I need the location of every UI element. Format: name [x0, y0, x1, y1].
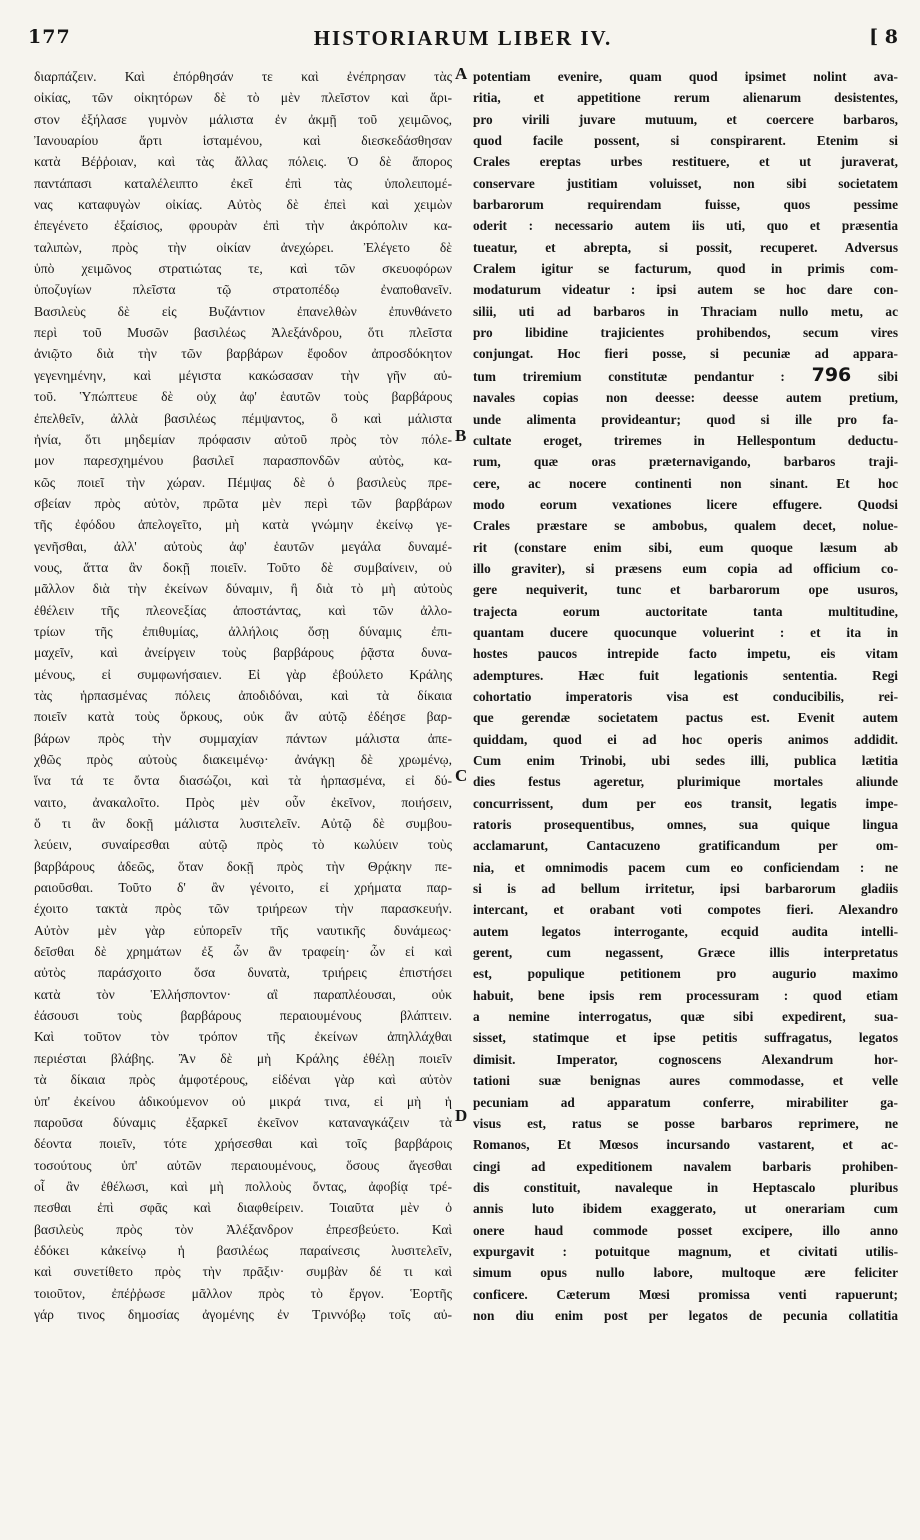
text-line: κῶς ποιεῖ τὴν χώραν. Πέμψας δὲ ὁ βασιλεὺς πρε- — [34, 474, 452, 490]
text-line: αὐτὸς παράσχοιτο ὅσα δυνατὰ, τριήρεις ἐπιστήσει — [34, 965, 452, 981]
text-line: gerent, cum negassent, Græce illis interpretatus — [473, 945, 898, 961]
text-line: modaturum videatur : ipsi autem se hoc dare con- — [473, 282, 898, 298]
text-line: διαρπάζειν. Καὶ ἐπόρθησάν τε καὶ ἐνέπρησαν τὰς — [34, 69, 452, 84]
text-line: τοῦ. Ὑπώπτευε δὲ οὐχ ἀφ' ἑαυτῶν τοὺς βαρβάρους — [34, 389, 452, 405]
text-line: Αὐτὸν μὲν γὰρ εὐπορεῖν τῆς ναυτικῆς δυνάμεως· — [34, 922, 452, 938]
text-line: barbarorum requirendam fuisse, quos pessime — [473, 197, 898, 213]
text-line: habuit, bene ipsis rem processuram : quod etiam — [473, 987, 898, 1003]
text-line: κατὰ τὸν Ἑλλήσποντον· αἳ παραπλέουσαι, οὐκ — [34, 986, 452, 1002]
running-title: HISTORIARUM LIBER IV. — [313, 26, 613, 50]
text-line: est, populique petitionem pro augurio maximo — [473, 966, 898, 982]
text-line: νους, ἅττα ἂν δοκῇ ποιεῖν. Τοῦτο δὲ συμβαίνειν, οὐ — [34, 559, 452, 575]
text-line: πεσθαι ἐπὶ σφᾶς καὶ διαφθείρειν. Τοιαῦτα μὲν ὁ — [34, 1200, 452, 1216]
text-line: conficere. Cæterum Mœsi promissa venti rapuerunt; — [473, 1286, 898, 1302]
text-line: ratoris prosequentibus, omnes, sua quique lingua — [473, 817, 898, 833]
text-line: Cum enim Trinobi, ubi sedes illi, publica lætitia — [473, 753, 898, 768]
latin-text-column — [473, 66, 898, 1326]
text-line: μᾶλλον διὰ τὴν ἐκείνων δύναμιν, ἢ διὰ τὸ μὴ αὐτοὺς — [34, 581, 452, 597]
text-line: non diu enim post per legatos de pecunia collatitia — [473, 1307, 898, 1323]
text-line: τὰ δίκαια πρὸς ἀμφοτέρους, εἰδέναι γὰρ καὶ αὐτὸν — [34, 1072, 452, 1088]
text-line: hostes paucos intrepide facto impetu, eis vitam — [473, 646, 898, 662]
text-line: Romanos, Et Mœsos incursando vastarent, et ac- — [473, 1137, 898, 1153]
text-line: visus est, ratus se posse barbaros reprimere, ne — [473, 1115, 898, 1131]
text-line: γενῆσθαι, ἀλλ' αὐτοὺς ἀφ' ἑαυτῶν μεγάλα δυναμέ- — [34, 538, 452, 554]
text-line: ὑποζυγίων πλεῖστα τῷ στρατοπέδῳ ἐναποθανεῖν. — [34, 282, 452, 298]
text-line: onere haud commode posset excipere, illo anno — [473, 1222, 898, 1238]
text-line: τὰς ἡρπασμένας πόλεις ἀποδιδόναι, καὶ τὰ δίκαια — [34, 687, 452, 703]
text-line: acclamarunt, Cantacuzeno gratificandum per om- — [473, 838, 898, 854]
text-line: μον παρεσχημένου βασιλεῖ παρασπονδῶν αὐτὸς, κα- — [34, 453, 452, 469]
text-line: ἐάσουσι τοὺς βαρβάρους περαιουμένους βλάπτειν. — [34, 1008, 452, 1024]
text-line: a nemine interrogatus, quæ sibi expedirent, sua- — [473, 1009, 898, 1025]
text-line: Crales præstare se ambobus, qualem decet, noluе- — [473, 518, 898, 534]
text-line: βαρβάρους ἀδεῶς, ὅταν δοκῇ πρὸς τὴν Θρᾴκην πε- — [34, 858, 452, 874]
text-line: ραιοῦσθαι. Τοῦτο δ' ἂν γένοιτο, εἰ χρήματα παρ- — [34, 880, 452, 896]
text-line: ἀνιῷτο διὰ τὴν τῶν βαρβάρων ἔφοδον ἀπροσδόκητον — [34, 346, 452, 362]
text-line: ἐπεγένετο ἐξαίσιος, φρουρὰν ἐπὶ τὴν ἀκρόπολιν κα- — [34, 218, 452, 234]
text-line: dimisit. Imperator, cognoscens Alexandrum hor- — [473, 1051, 898, 1067]
text-line: ἵνα τά τε ὄντα διασώζοι, καὶ τὰ ἡρπασμένα, εἰ δύ- — [34, 773, 452, 789]
margin-letter-c: C — [455, 766, 468, 785]
text-line: silii, uti ad barbaros in Thraciam nullo metu, ac — [473, 303, 898, 319]
text-line: ἐδόκει κἀκείνῳ ἡ βασιλέως παραίνεσις λυσιτελεῖν, — [34, 1242, 452, 1258]
text-line: ναιτο, ἀνακαλοῖτο. Πρὸς μὲν οὖν ἐκεῖνον, ποιήσειν, — [34, 794, 452, 810]
text-line: ἐθέλειν τῆς πλεονεξίας ἀποστάντας, καὶ τῶν ἀλλο- — [34, 602, 452, 618]
text-line: conservare justitiam voluisset, non sibi societatem — [473, 175, 898, 191]
text-line: si is ad bellum irritetur, ipsi barbarorum gladiis — [473, 881, 898, 897]
text-line: δεῖσθαι δὲ χρημάτων ἐξ ὧν ἂν τραφείη· ὧν εἰ καὶ — [34, 944, 452, 960]
text-line: sisset, statimque et ipse petitis suffragatus, legatos — [473, 1030, 898, 1046]
text-line: gere nequiverit, tunc et barbarorum ope usuros, — [473, 582, 898, 598]
text-line: tueatur, et abrepta, si possit, recuperet. Adversus — [473, 239, 898, 255]
text-line: unde alimenta provideantur; quod si ille pro fa- — [473, 411, 898, 427]
text-line: καὶ συνετίθετο πρὸς τὴν πρᾶξιν· συμβὰν δέ τι καὶ — [34, 1264, 452, 1280]
text-line: τοσούτους ὑπ' αὐτῶν περαιουμένους, ὅσους ἄγεσθαι — [34, 1157, 452, 1173]
text-line: ritia, et appetitione rerum alienarum desistentes, — [473, 90, 898, 106]
text-line: στον ἐξήλασε γυμνὸν μάλιστα ἐν ἀκμῇ τοῦ χειμῶνος, — [34, 111, 452, 127]
text-line: περιέσται βλάβης. Ἂν δὲ μὴ Κράλης ἐθέλῃ ποιεῖν — [34, 1050, 452, 1066]
greek-text-column — [34, 66, 452, 1325]
text-line: Crales ereptas urbes restituere, et ut juraverat, — [473, 154, 898, 170]
text-line: Βασιλεὺς δὲ εἰς Βυζάντιον ἐπανελθὼν ἐπυνθάνετο — [34, 303, 452, 319]
text-line: cingi ad expeditionem navalem barbaris prohiben- — [473, 1158, 898, 1174]
signature-mark: [ 8 — [869, 26, 898, 48]
text-line: pro libidine trajicientes prohibendos, secum vires — [473, 325, 898, 341]
text-line: tationi suæ benignas aures commodasse, et velle — [473, 1073, 898, 1089]
text-line: rum, quæ oras præternavigando, barbaros traji- — [473, 454, 898, 470]
margin-letter-a: A — [455, 64, 468, 83]
text-line: concurrissent, dum per eos transit, legatis impe- — [473, 795, 898, 811]
text-line: tum triremium constitutæ pendantur : 796 sibi — [473, 364, 898, 386]
text-line: pecuniam ad apparatum conferre, mirabiliter ga- — [473, 1094, 898, 1110]
text-line: χθῶς πρὸς αὐτοὺς διακειμένῳ· ἀνάγκῃ δὲ χρωμένῳ, — [34, 752, 452, 767]
text-line: annis luto ibidem exaggerato, ut onerariam cum — [473, 1201, 898, 1217]
text-line: βασιλεὺς πρὸς τὸν Ἀλέξανδρον ἐπρεσβεύετο. Καὶ — [34, 1221, 452, 1237]
text-line: nia, et omnimodis pacem cum eo conficiendam : ne — [473, 859, 898, 875]
text-line: ὅ τι ἂν δοκῇ μάλιστα λυσιτελεῖν. Αὐτῷ δὲ συμβου- — [34, 816, 452, 832]
text-line: τρίων τῆς ἐπιθυμίας, ἀλλήλοις ὅσῃ δύναμις ἐπι- — [34, 623, 452, 639]
text-line: ὑπ' ἐκείνου ἀδικούμενον οὐ μικρά τινα, εἰ μὴ ἡ — [34, 1093, 452, 1109]
text-line: ἠνία, ὅτι μηδεμίαν πρόφασιν αὐτοῦ πρὸς τὸν πόλε- — [34, 431, 452, 447]
text-line: potentiam evenire, quam quod ipsimet nolint ava- — [473, 69, 898, 84]
text-line: illo graviter), si præsens eum copia ad officium co- — [473, 560, 898, 576]
text-line: navales copias non deesse: deesse autem pretium, — [473, 390, 898, 406]
text-line: σβείαν πρὸς αὐτὸν, πρῶτα μὲν περὶ τῶν βαρβάρων — [34, 495, 452, 511]
text-line: δέοντα ποιεῖν, τότε χρήσεσθαι καὶ τοῖς βαρβάροις — [34, 1136, 452, 1152]
margin-letter-b: B — [455, 426, 467, 445]
text-line: οἰκίας, τῶν οἰκητόρων δὲ τὸ μὲν πλεῖστον καὶ ἄρι- — [34, 90, 452, 106]
text-line: quod facile possent, si conspirarent. Etenim si — [473, 133, 898, 149]
text-line: trajecta eorum auctoritate tanta multitudine, — [473, 603, 898, 619]
text-line: μαχεῖν, καὶ ἀνείργειν τοὺς βαρβάρους ῥᾷστα δυνα- — [34, 645, 452, 661]
text-line: quantam ducere quocunque voluerint : et ita in — [473, 624, 898, 640]
text-line: dis constituit, navaleque in Heptascalo pluribus — [473, 1179, 898, 1195]
text-line: γάρ τινος δημοσίας ἀγομένης ἐν Τριννόβῳ τοῖς αὐ- — [34, 1306, 452, 1322]
text-line: τοιοῦτον, ἐπέῤῥωσε μᾶλλον πρὸς τὸ ἔργον. Ἑορτῆς — [34, 1285, 452, 1301]
text-line: λεύειν, συναίρεσθαι αὐτῷ πρὸς τὸ κωλύειν τοὺς — [34, 837, 452, 853]
text-line: κατὰ Βέῤῥοιαν, καὶ τὰς ἄλλας πόλεις. Ὁ δὲ ἄπορος — [34, 154, 452, 170]
margin-letter-d: D — [455, 1106, 468, 1125]
text-line: rit (constare enim sibi, eum quoque læsum ab — [473, 539, 898, 555]
text-line: παντάπασι καταλέλειπτο ἐκεῖ ἐπὶ τὰς ὑπολειπομέ- — [34, 175, 452, 191]
text-line: dies festus ageretur, plurimique mortales aliunde — [473, 774, 898, 790]
text-line: cohortatio imperatoris visa est conducibilis, rei- — [473, 688, 898, 704]
text-line: cultate eroget, triremes in Hellespontum deductu- — [473, 432, 898, 448]
text-line: modo eorum vexationes licere effugere. Quodsi — [473, 496, 898, 512]
page-number: 177 — [28, 26, 71, 48]
page-header — [28, 14, 898, 54]
text-line: Cralem igitur se facturum, quod in primis com- — [473, 261, 898, 277]
text-line: expurgavit : potuitque magnum, et civitati utilis- — [473, 1243, 898, 1259]
text-line: νας καταφυγὼν οἰκίας. Αὐτὸς δὲ ἐπεὶ καὶ χειμὼν — [34, 197, 452, 213]
text-line: περὶ τοῦ Μυσῶν βασιλέως Ἀλεξάνδρου, ὅτι πλεῖστα — [34, 325, 452, 341]
text-line: μένους, εἰ συμφωνήσαιεν. Εἰ γὰρ ἐβούλετο Κράλης — [34, 666, 452, 682]
text-line: simum opus nullo labore, multoque ære feliciter — [473, 1265, 898, 1281]
text-line: intercant, et orabant voti compotes fieri. Alexandro — [473, 902, 898, 918]
text-line: conjungat. Hoc fieri posse, si pecuniæ ad appara- — [473, 346, 898, 362]
text-line: οἷ ἂν ἐθέλωσι, καὶ μὴ πολλοὺς ὄντας, ἀφοβίᾳ τρέ- — [34, 1178, 452, 1194]
text-line: oderit : necessario autem iis uti, quo et præsentia — [473, 218, 898, 234]
text-line: Ἰανουαρίου ἄρτι ἱσταμένου, καὶ διεσκεδάσθησαν — [34, 133, 452, 149]
text-line: ὑπὸ χειμῶνος στρατιώτας τε, καὶ τῶν σκευοφόρων — [34, 261, 452, 277]
text-line: que gerendæ societatem pactus est. Evenit autem — [473, 710, 898, 726]
text-line: ποιεῖν κατὰ τοὺς ὅρκους, οὐκ ἂν αὐτῷ ἐδέησε βαρ- — [34, 709, 452, 725]
text-line: quiddam, quod ei ad hoc operis animos addidit. — [473, 731, 898, 747]
text-line: τῆς ἐφόδου ἀπελογεῖτο, μὴ κατὰ γνώμην ἐκείνῳ γε- — [34, 517, 452, 533]
text-line: έχοιτο τακτὰ πρὸς τῶν τριήρεων τὴν παρασκευήν. — [34, 901, 452, 917]
text-line: ταλιπὼν, πρὸς τὴν οἰκίαν ἀνεχώρει. Ἐλέγετο δὲ — [34, 239, 452, 255]
text-line: autem legatos interrogante, ecquid audita intelli- — [473, 923, 898, 939]
text-line: γεγενημένην, καὶ μέγιστα κακώσασαν τὴν γῆν αὐ- — [34, 367, 452, 383]
text-line: βάρων πρὸς τὴν συμμαχίαν πάντων μάλιστα ἀπε- — [34, 730, 452, 746]
text-line: pro virili juvare mutuum, et coercere barbaros, — [473, 111, 898, 127]
text-line: Καὶ τοῦτον τὸν τρόπον τῆς ἐκείνων ἀπηλλάχθαι — [34, 1029, 452, 1045]
text-line: παροῦσα δύναμις ἐξαρκεῖ ἐκεῖνον καταναγκάζειν τὰ — [34, 1114, 452, 1130]
text-line: cere, ac nocere continenti non sinant. Et hoc — [473, 475, 898, 491]
text-line: ademptures. Hæc fuit legationis sententia. Regi — [473, 667, 898, 683]
text-line: ἐπελθεῖν, ἀλλὰ βασιλέως πέμψαντος, ὃ καὶ μάλιστα — [34, 410, 452, 426]
